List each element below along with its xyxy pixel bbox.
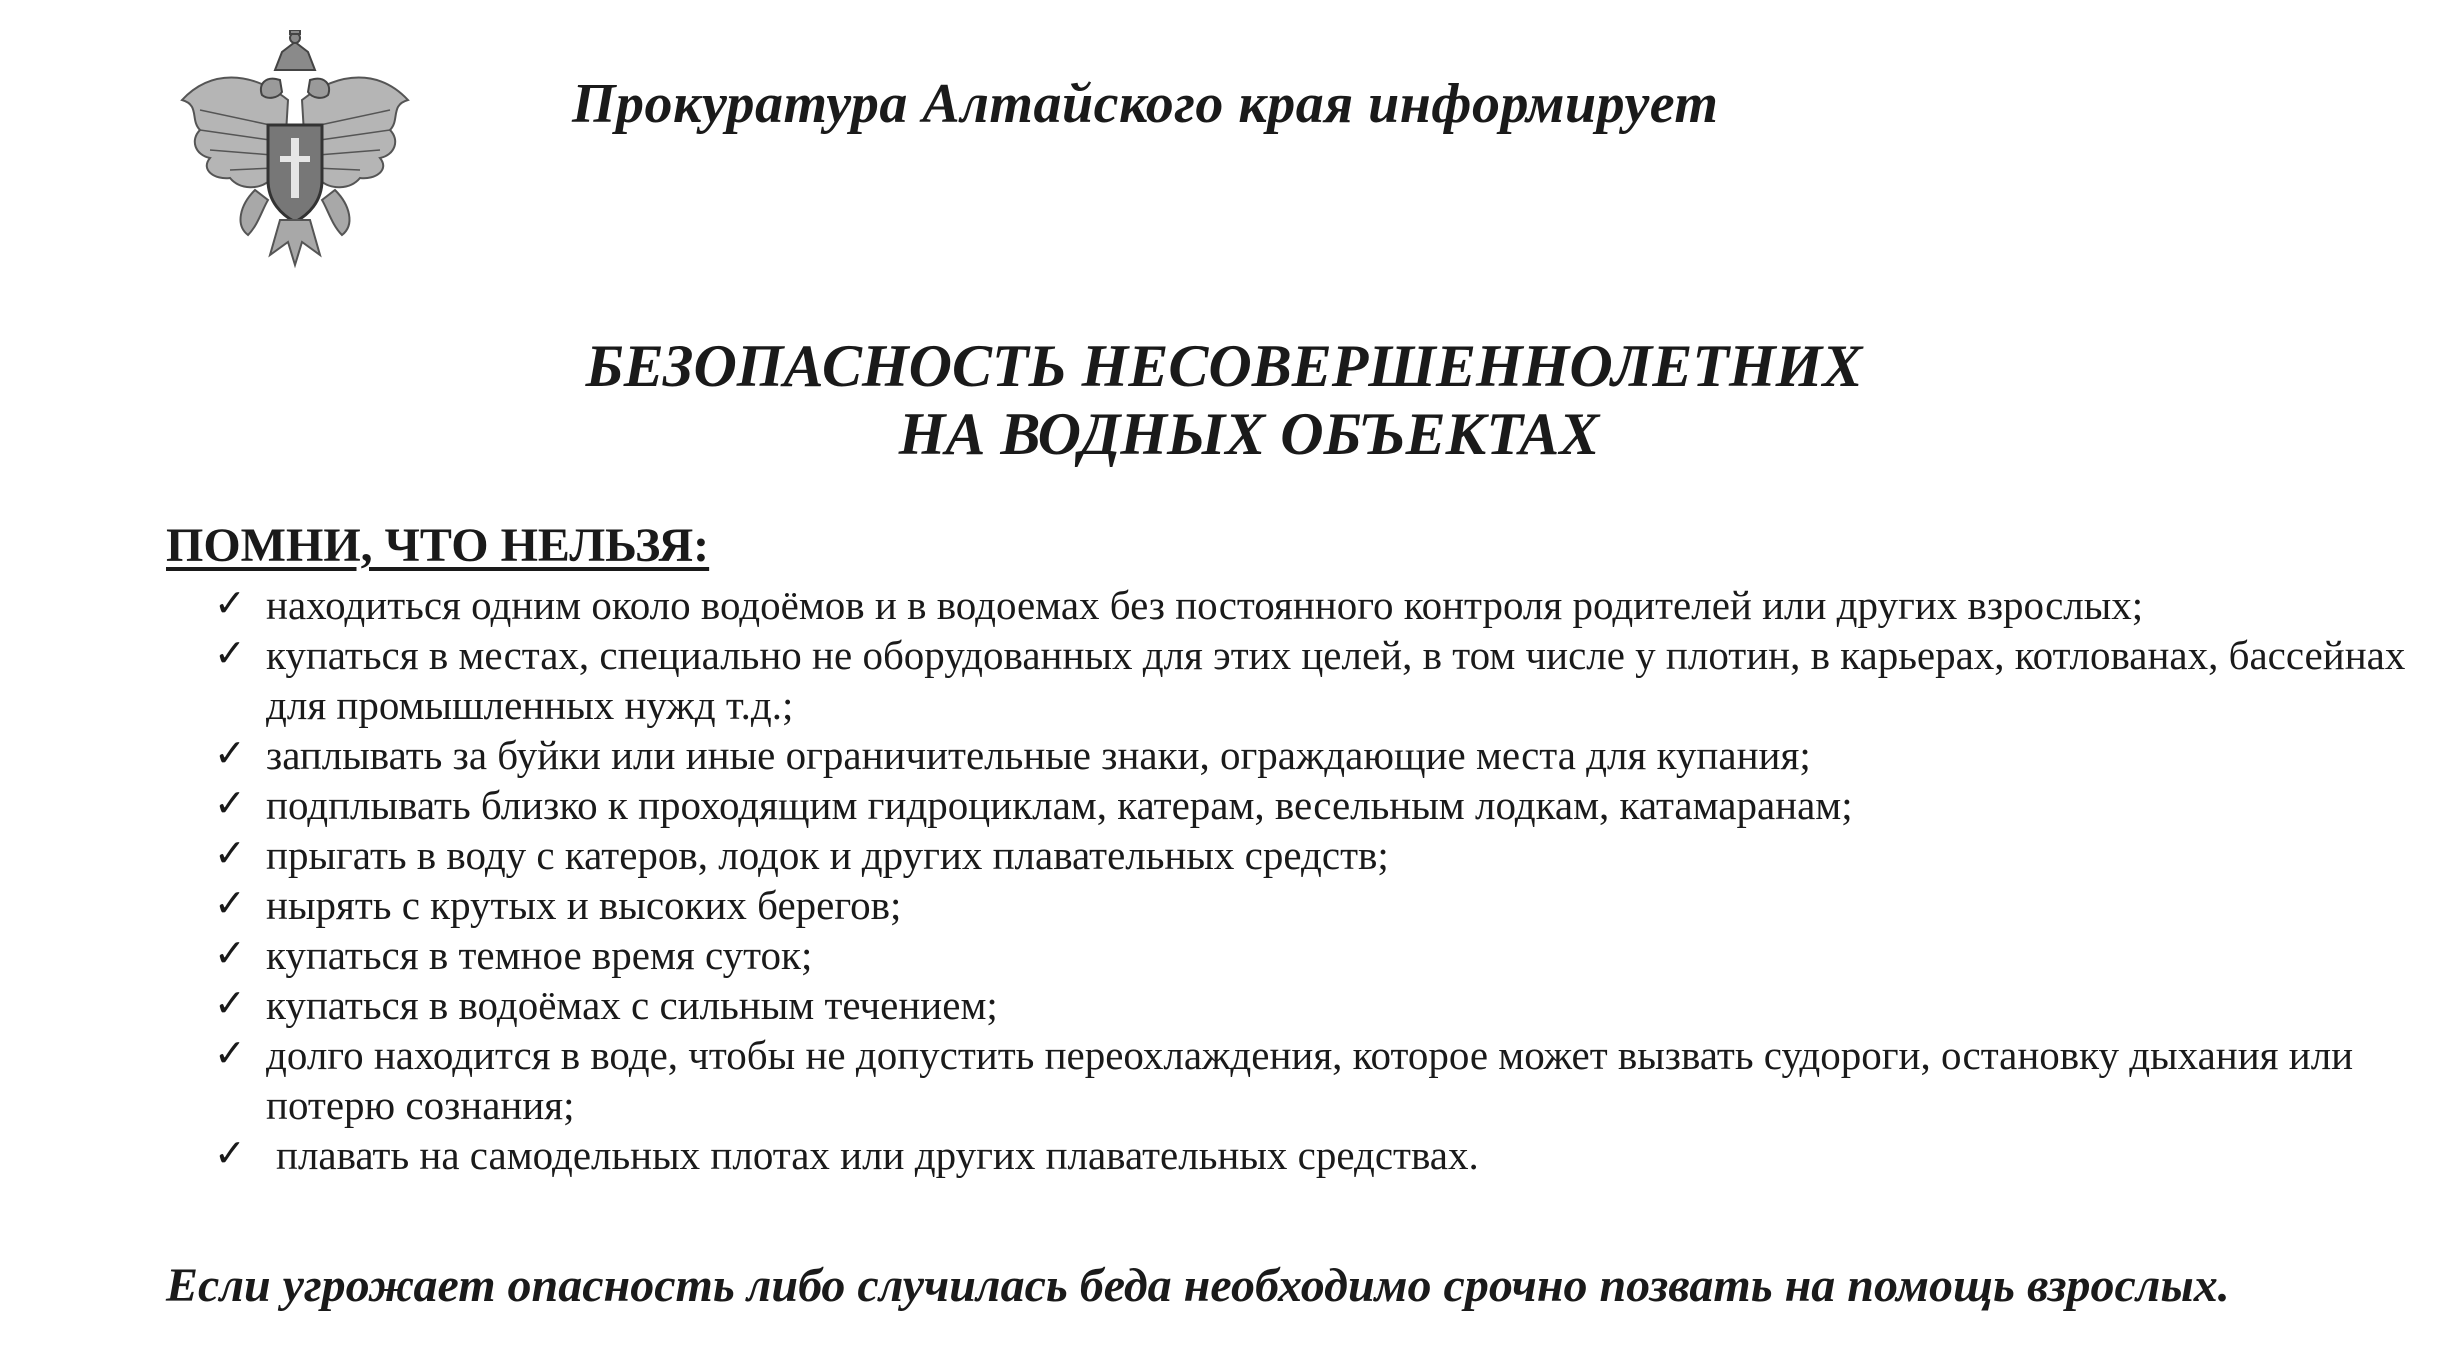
checkmark-icon: ✓ — [214, 781, 246, 825]
checkmark-icon: ✓ — [214, 881, 246, 925]
checkmark-icon: ✓ — [214, 831, 246, 875]
list-item — [210, 780, 2430, 830]
list-item-text: находиться одним около водоёмов и в водоемах без постоянного контроля родителей или других взрослых; — [266, 582, 2144, 628]
list-item-text: долго находится в воде, чтобы не допустить переохлаждения, которое может вызвать судороги, остановку дыхания или потерю сознания; — [266, 1032, 2354, 1128]
list-item-text: подплывать близко к проходящим гидроциклам, катерам, весельным лодкам, катамаранам; — [266, 782, 1853, 828]
main-title-line-2: НА ВОДНЫХ ОБЪЕКТАХ — [898, 401, 1600, 467]
list-item — [210, 730, 2430, 780]
list-item-text: купаться в местах, специально не оборудованных для этих целей, в том числе у плотин, в карьерах, котлованах, бассейнах для промышленных нужд т.д.; — [266, 632, 2406, 728]
section-heading: ПОМНИ, ЧТО НЕЛЬЗЯ: — [166, 519, 710, 572]
prosecutor-emblem-icon — [170, 30, 420, 280]
list-item — [210, 580, 2430, 630]
list-item — [210, 1030, 2430, 1130]
list-item-text: плавать на самодельных плотах или других плавательных средствах. — [276, 1132, 1479, 1178]
list-item-text: купаться в водоёмах с сильным течением; — [266, 982, 998, 1028]
list-item-text: прыгать в воду с катеров, лодок и других плавательных средств; — [266, 832, 1389, 878]
list-item-text: нырять с крутых и высоких берегов; — [266, 882, 902, 928]
list-item — [210, 830, 2430, 880]
main-title — [0, 332, 2458, 468]
checkmark-icon: ✓ — [214, 981, 246, 1025]
main-title-line-1: БЕЗОПАСНОСТЬ НЕСОВЕРШЕННОЛЕТНИХ — [585, 333, 1863, 399]
list-item — [210, 930, 2430, 980]
list-item — [210, 880, 2430, 930]
checkmark-icon: ✓ — [214, 581, 246, 625]
checkmark-icon: ✓ — [214, 631, 246, 675]
list-item — [210, 980, 2430, 1030]
header-title: Прокуратура Алтайского края информирует — [572, 73, 1719, 135]
list-item — [210, 1130, 2430, 1180]
checkmark-icon: ✓ — [214, 1131, 246, 1175]
checkmark-icon: ✓ — [214, 731, 246, 775]
checkmark-icon: ✓ — [214, 931, 246, 975]
checkmark-icon: ✓ — [214, 1031, 246, 1075]
footer-note: Если угрожает опасность либо случилась беда необходимо срочно позвать на помощь взрослых. — [166, 1259, 2230, 1312]
list-item — [210, 630, 2430, 730]
list-item-text: купаться в темное время суток; — [266, 932, 813, 978]
list-item-text: заплывать за буйки или иные ограничительные знаки, ограждающие места для купания; — [266, 732, 1811, 778]
rules-list — [210, 580, 2430, 1180]
